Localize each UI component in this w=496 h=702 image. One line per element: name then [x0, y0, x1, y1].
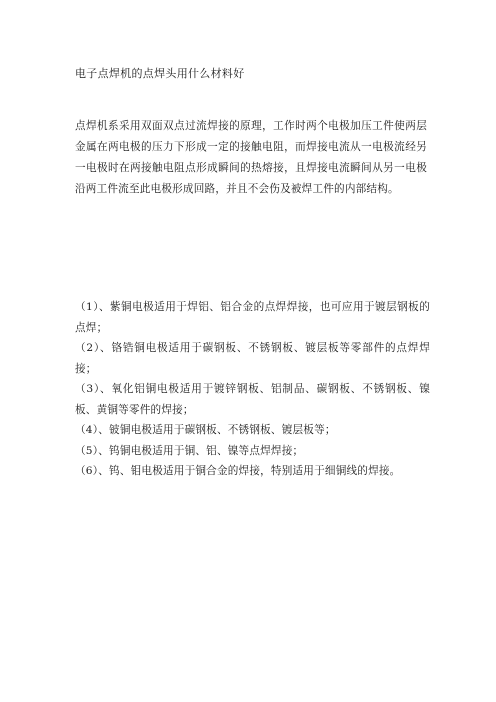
intro-paragraph: 点焊机系采用双面双点过流焊接的原理，工作时两个电极加压工件使两层金属在两电极的压力下形成一定的接触电阻，而焊接电流从一电极流经另一电极时在两接触电阻点形成瞬间的热熔接，且焊接电流瞬间从另一电极沿两工件流至此电极形成回路，并且不会伤及被焊工件的内部结构。	[75, 120, 427, 195]
list-item: （2）、铬锆铜电极适用于碳钢板、不锈钢板、镀层板等零部件的点焊焊接；	[75, 342, 430, 375]
list-item: （5）、钨铜电极适用于铜、铝、镍等点焊焊接；	[75, 444, 304, 457]
list-item: （3）、氧化铝铜电极适用于镀锌钢板、铝制品、碳钢板、不锈钢板、镍板、黄铜等零件的焊接；	[75, 383, 430, 416]
list-item: （4）、铍铜电极适用于碳钢板、不锈钢板、镀层板等；	[75, 424, 336, 436]
document-title: 电子点焊机的点焊头用什么材料好	[75, 67, 245, 80]
list-item: （6）、钨、钼电极适用于铜合金的焊接，特别适用于细铜线的焊接。	[75, 465, 401, 477]
electrode-list	[75, 297, 430, 482]
list-item: （1）、紫铜电极适用于焊铝、铝合金的点焊焊接，也可应用于镀层钢板的点焊；	[75, 301, 430, 334]
